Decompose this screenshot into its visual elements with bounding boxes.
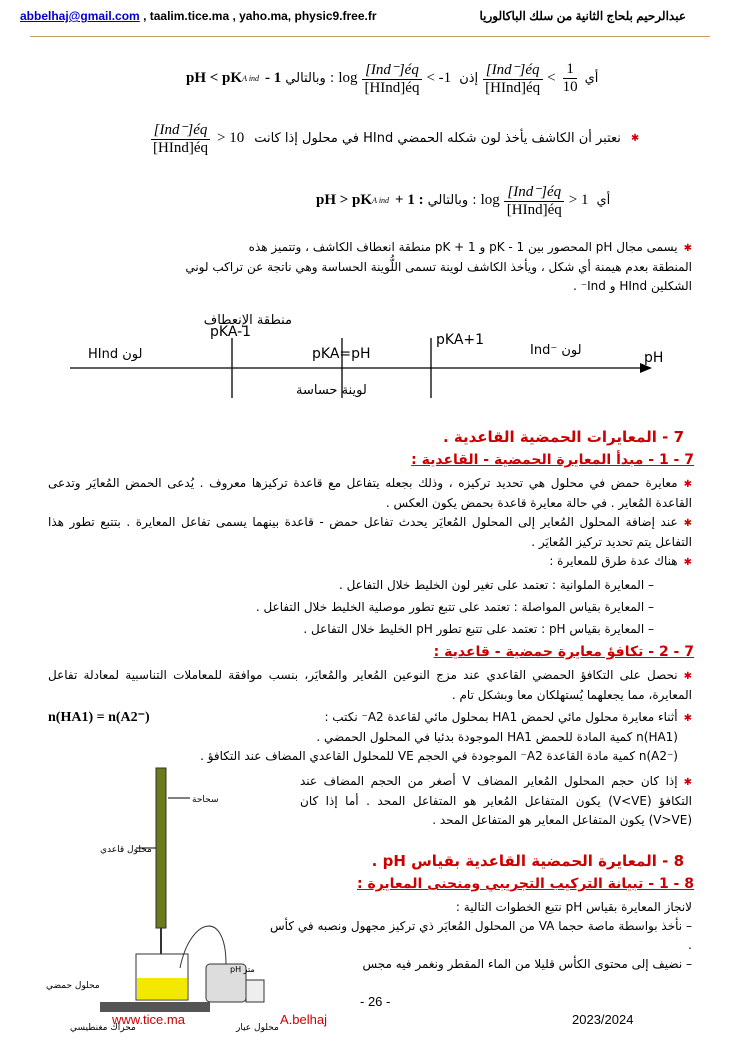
header-site: physic9.free.fr <box>294 9 377 23</box>
eq2-frac <box>150 120 211 157</box>
eq3-then: وبالتالي : <box>427 193 477 208</box>
turning-zone-diagram <box>60 306 680 408</box>
eq1-one: 1 <box>563 61 577 79</box>
eq3-result: pH > pK <box>316 192 373 208</box>
burette-tube <box>156 768 166 928</box>
ph-label: pH <box>644 350 664 366</box>
section-7-2-limit: ✱إذا كان حجم المحلول المُعاير المضاف V أصغر من الحجم المضاف عند التكافؤ (V<VE) يكون المتفاعل المُعاير هو المتفاعل المحد . أما إذا كان (V>VE) يكون المتفاعل المعاير هو المتفاعل المحد . <box>300 774 692 827</box>
standard-label: محلول عيار <box>236 1023 279 1033</box>
footer-site[interactable]: www.tice.ma <box>112 1012 185 1027</box>
header-sites: , taalim.tice.ma , yaho.ma, <box>143 9 292 23</box>
s7-p1: معايرة حمض في محلول هي تحديد تركيزه ، وذلك بجعله يتفاعل مع قاعدة تركيزها معروف . يُدعى الحمض المُعايَر وتدعى القاعدة المُعاير . في حالة معايرة قاعدة بحمض يكون العكس . <box>48 476 692 510</box>
section-7-1-text: ✱معايرة حمض في محلول هي تحديد تركيزه ، وذلك بجعله يتفاعل مع قاعدة تركيزها معروف . يُدعى الحمض المُعايَر وتدعى القاعدة المُعاير . في حالة معايرة قاعدة بحمض يكون العكس . ✱عند إضافة المحلول المُعاير إلى المحلول المُعايَر يحدث تفاعل حمض - قاعدة بينهما يسمى تفاعل المعايرة . بتتبع تطور هذا التفاعل يتم تحديد تركيز المُعايَر . ✱هناك عدة طرق للمعايرة : <box>48 476 692 568</box>
pka-plus-label: pKA+1 <box>436 332 485 348</box>
eq1-frac2-num: [Ind⁻]éq <box>483 60 543 80</box>
eq1-lt-minus: < -1 <box>426 70 452 86</box>
acid-solution <box>137 978 187 999</box>
zone-text-1: يسمى مجال pH المحصور بين pK - 1 و pK + 1 منطقة انعطاف الكاشف ، وتتميز هذه <box>248 240 678 254</box>
bullet-icon: ✱ <box>683 243 692 254</box>
eq3-prefix: أي <box>596 193 611 208</box>
zone-label: منطقة الإنعطاف <box>203 313 292 328</box>
ind-label: Ind⁻ لون <box>530 343 582 358</box>
probe-cable <box>180 926 226 968</box>
stirrer-base <box>100 1002 210 1012</box>
header-author: عبدالرحيم بلحاج الثانية من سلك الباكالوريا <box>479 9 686 23</box>
eq2-frac-num: [Ind⁻]éq <box>151 120 211 140</box>
eq1-minus: - 1 <box>265 70 282 86</box>
zone-text-2: المنطقة بعدم هيمنة أي شكل ، ويأخذ الكاشف لوينة تسمى اللُّوينة الحساسة وهي ناتجة عن تراكب لوني <box>185 260 692 274</box>
s7-p2: عند إضافة المحلول المُعاير إلى المحلول المُعايَر يحدث تفاعل حمض - قاعدة بينهما يسمى تفاعل المعايرة . بتتبع تطور هذا التفاعل يتم تحديد تركيز المُعايَر . <box>48 515 692 549</box>
equation-line-1: pH < pK A ind - 1 وبالتالي : log $\frac{\text{[Ind⁻]éq}}{\text{[HInd]éq}}$ < -1 إذن $\frac{\text{[Ind⁻]éq}}{\text{[HInd]éq}}$ < $\frac{1}{10}$ أي <box>186 61 599 96</box>
section-8-1-title: 8 - 1 - تبيانة التركيب التجريبي ومنحنى المعايرة : <box>356 876 694 892</box>
eq2-value: > 10 <box>216 130 245 146</box>
s7-p7: إذا كان حجم المحلول المُعاير المضاف V أصغر من الحجم المضاف عند التكافؤ (V<VE) يكون المتفاعل المُعاير هو المتفاعل المحد . أما إذا كان (V>VE) يكون المتفاعل المعاير هو المتفاعل المحد . <box>300 774 692 827</box>
eq1-prefix: أي <box>584 71 599 86</box>
eq1-ten: 10 <box>562 79 578 95</box>
page-number: - 26 - <box>360 994 391 1009</box>
eq1-frac-num: [Ind⁻]éq <box>362 60 422 80</box>
eq1-cond: إذن <box>459 71 479 86</box>
eq3-gt: > 1 <box>568 192 589 208</box>
eq1-frac2 <box>482 60 543 97</box>
basic-solution-label: محلول قاعدي <box>100 845 152 855</box>
s8-p1: لانجاز المعايرة بقياس pH نتبع الخطوات التالية : <box>455 900 692 914</box>
s8-s2: نضيف إلى محتوى الكأس قليلا من الماء المقطر ونغمر فيه مجس <box>362 957 683 971</box>
eq1-frac-den: [HInd]éq <box>364 80 420 96</box>
sensitive-label: لوينة حساسة <box>296 383 367 398</box>
eq1-one-tenth <box>560 61 581 96</box>
zone-text-3: الشكلين HInd و Ind⁻ . <box>573 279 692 293</box>
method-3: – المعايرة بقياس pH : تعتمد على تتبع تطور pH الخليط خلال التفاعل . <box>303 622 654 636</box>
pka-minus-label: pKA-1 <box>210 324 252 340</box>
s8-s1: نأخذ بواسطة ماصة حجما VA من المحلول المُعايَر ذي تركيز مجهول ونصبه في كأس . <box>270 919 692 952</box>
eq3-log: log <box>480 192 500 208</box>
s7-p5-eq: n(HA1) = n(A2⁻) <box>48 710 150 725</box>
s7-p4: نحصل على التكافؤ الحمضي القاعدي عند مزج النوعين المُعاير والمُعايَر، بنسب موافقة للمعاملات التناسبية لمعادلة تفاعل المعايرة، مما يجعلهما يُستهلكان معا وبشكل تام . <box>48 668 692 702</box>
section-7-1-title: 7 - 1 - مبدأ المعايرة الحمضية - القاعدية : <box>411 452 694 468</box>
eq1-sub: A ind <box>242 74 260 83</box>
equation-line-3 <box>316 182 614 219</box>
ph-meter-label: pH متر <box>230 965 255 974</box>
burette-label: سحاحة <box>192 795 219 805</box>
s7-p5: أثناء معايرة محلول مائي لحمض HA1 بمحلول مائي لقاعدة A2⁻ نكتب : <box>324 710 678 724</box>
footer-author: A.belhaj <box>280 1012 327 1027</box>
titration-apparatus <box>40 758 280 1038</box>
method-1: – المعايرة الملوانية : تعتمد على تغير لون الخليط خلال التفاعل . <box>338 578 654 592</box>
email-link[interactable]: abbelhaj@gmail.com <box>20 9 140 23</box>
eq3-plus: + 1 : <box>395 192 424 208</box>
section-7-2-eq: ✱أثناء معايرة محلول مائي لحمض HA1 بمحلول مائي لقاعدة A2⁻ نكتب : n(HA1) = n(A2⁻) n(HA1) كمية المادة للحمض HA1 الموجودة بدئيا في المحلول الحمضي . n(A2⁻) كمية مادة القاعدة A2⁻ الموجودة في الحجم VE للمحلول القاعدي المضاف عند التكافؤ . <box>48 708 692 766</box>
eq1-frac <box>361 60 422 97</box>
pka-eq-label: pKA=pH <box>312 346 371 362</box>
eq2-frac-den: [HInd]éq <box>153 140 208 156</box>
acid-solution-label: محلول حمضي <box>46 981 100 991</box>
eq1-frac2-den: [HInd]éq <box>485 80 541 96</box>
eq2-text: نعتبر أن الكاشف يأخذ لون شكله الحمضي HInd في محلول إذا كانت <box>254 131 621 146</box>
eq3-frac <box>504 182 565 219</box>
section-7-2-text: ✱نحصل على التكافؤ الحمضي القاعدي عند مزج النوعين المُعاير والمُعايَر، بنسب موافقة للمعاملات التناسبية لمعادلة تفاعل المعايرة، مما يجعلهما يُستهلكان معا وبشكل تام . <box>48 668 692 702</box>
eq3-frac-den: [HInd]éq <box>506 202 562 218</box>
section-7-2-title: 7 - 2 - تكافؤ معايرة حمضية - قاعدية : <box>433 644 694 660</box>
section-7-title: 7 - المعايرات الحمضية القاعدية . <box>442 428 684 446</box>
stirrer-label: محراك مغنطيسي <box>70 1023 136 1033</box>
header-links <box>20 9 377 23</box>
method-2: – المعايرة بقياس المواصلة : تعتمد على تتبع تطور موصلية الخليط خلال التفاعل . <box>255 600 654 614</box>
standard-bottle <box>246 980 264 1002</box>
footer-year: 2023/2024 <box>572 1012 634 1027</box>
zone-paragraph <box>48 238 692 296</box>
eq3-sub: A ind <box>372 196 390 205</box>
s7-p6a: n(HA1) كمية المادة للحمض HA1 الموجودة بدئيا في المحلول الحمضي . <box>316 730 678 744</box>
section-8-title: 8 - المعايرة الحمضية القاعدية بقياس pH . <box>371 852 684 870</box>
hind-label: HInd لون <box>88 347 143 362</box>
section-8-1-text: لانجاز المعايرة بقياس pH نتبع الخطوات التالية : – نأخذ بواسطة ماصة حجما VA من المحلول المُعايَر ذي تركيز مجهول ونصبه في كأس . – نضيف إلى محتوى الكأس قليلا من الماء المقطر ونغمر فيه مجس <box>270 900 693 971</box>
equation-line-2 <box>150 120 639 157</box>
page-header <box>20 6 686 26</box>
bullet-icon: ✱ <box>630 133 640 144</box>
eq1-result: pH < pK <box>186 70 243 86</box>
eq1-then: وبالتالي : <box>285 71 335 86</box>
s7-p6b: n(A2⁻) كمية مادة القاعدة A2⁻ الموجودة في الحجم VE للمحلول القاعدي المضاف عند التكافؤ . <box>200 749 678 763</box>
eq1-log: log <box>338 70 358 86</box>
header-divider <box>30 36 710 37</box>
s7-p3: هناك عدة طرق للمعايرة : <box>549 554 678 568</box>
eq3-frac-num: [Ind⁻]éq <box>504 182 564 202</box>
